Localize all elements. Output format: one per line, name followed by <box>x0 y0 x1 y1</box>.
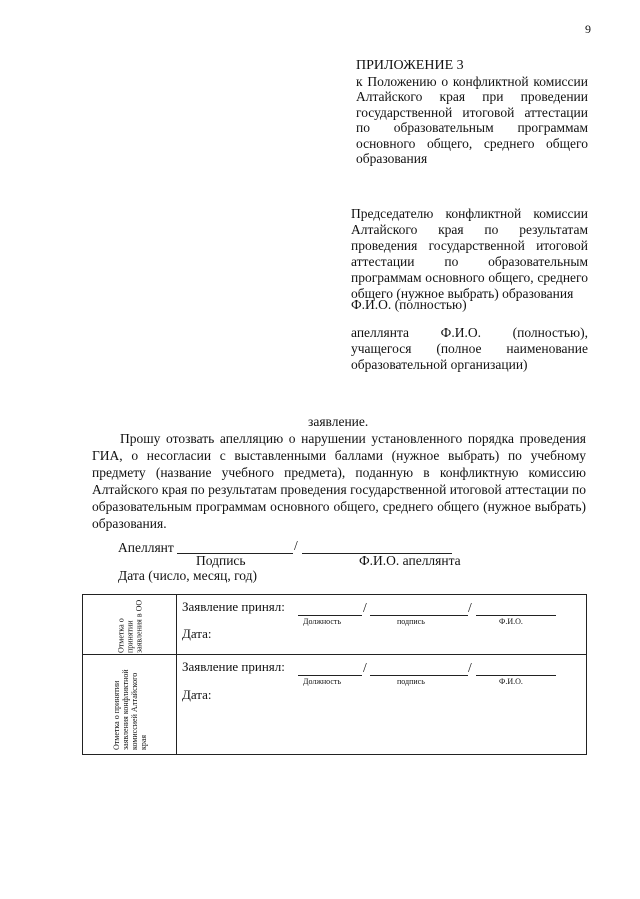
receipt-slash: / <box>363 600 367 615</box>
caption-fio: Ф.И.О. <box>499 677 523 686</box>
date-label: Дата: <box>182 626 212 641</box>
appendix-header <box>356 58 588 167</box>
signature-line <box>370 675 468 676</box>
appendix-body: к Положению о конфликтной комиссии Алтайского края при проведении государственной итоговой аттестации по образовательным программам основного общего, среднего общего образования <box>356 73 588 166</box>
receipt-side-cell <box>83 595 177 655</box>
appellant-info-block: апеллянта Ф.И.О. (полностью), учащегося (полное наименование образовательной организации) <box>351 325 588 372</box>
fio-line <box>476 675 556 676</box>
receipt-content-cell <box>177 655 587 755</box>
page-number: 9 <box>585 22 591 36</box>
appellant-label: Апеллянт <box>118 540 174 555</box>
received-label: Заявление принял: <box>182 659 285 674</box>
date-label: Дата (число, месяц, год) <box>118 568 257 583</box>
receipt-row-school <box>83 595 587 655</box>
receipt-slash: / <box>468 660 472 675</box>
receipt-slash: / <box>468 600 472 615</box>
caption-fio: Ф.И.О. <box>499 617 523 626</box>
receipt-side-cell <box>83 655 177 755</box>
fio-caption: Ф.И.О. апеллянта <box>359 553 461 568</box>
caption-position: Должность <box>303 617 342 626</box>
signature-line <box>370 615 468 616</box>
statement-text: Прошу отозвать апелляцию о нарушении установленного порядка проведения ГИА, о несогласии с выставленными баллами (нужное выбрать) по учебному предмету (название учебного предмета), поданную в конфликтную комиссию Алтайского края по результатам проведения государственной итоговой аттестации по образовательным программам основного общего, среднего общего (нужное выбрать) образования. <box>92 431 586 531</box>
caption-position: Должность <box>303 677 342 686</box>
appendix-title: ПРИЛОЖЕНИЕ 3 <box>356 58 464 73</box>
receipt-content-cell <box>177 595 587 655</box>
position-line <box>298 615 362 616</box>
fio-line <box>476 615 556 616</box>
addressee-block: Председателю конфликтной комиссии Алтайского края по результатам проведения государственной итоговой аттестации по образовательным программам основного общего, среднего общего (нужное выбрать) образования <box>351 206 588 301</box>
receipt-side-label: Отметка о принятии заявления конфликтной комиссией Алтайского края <box>111 668 148 750</box>
signature-slash: / <box>294 538 298 553</box>
receipt-side-label: Отметка о принятии заявления в ОО <box>116 599 143 653</box>
caption-signature: подпись <box>397 677 425 686</box>
fio-full-label: Ф.И.О. (полностью) <box>351 297 467 312</box>
received-label: Заявление принял: <box>182 599 285 614</box>
receipt-row-commission <box>83 655 587 755</box>
caption-signature: подпись <box>397 617 425 626</box>
position-line <box>298 675 362 676</box>
signature-caption: Подпись <box>196 553 246 568</box>
statement-title: заявление. <box>308 414 369 429</box>
receipt-slash: / <box>363 660 367 675</box>
date-label: Дата: <box>182 687 212 702</box>
receipt-table <box>82 594 587 755</box>
